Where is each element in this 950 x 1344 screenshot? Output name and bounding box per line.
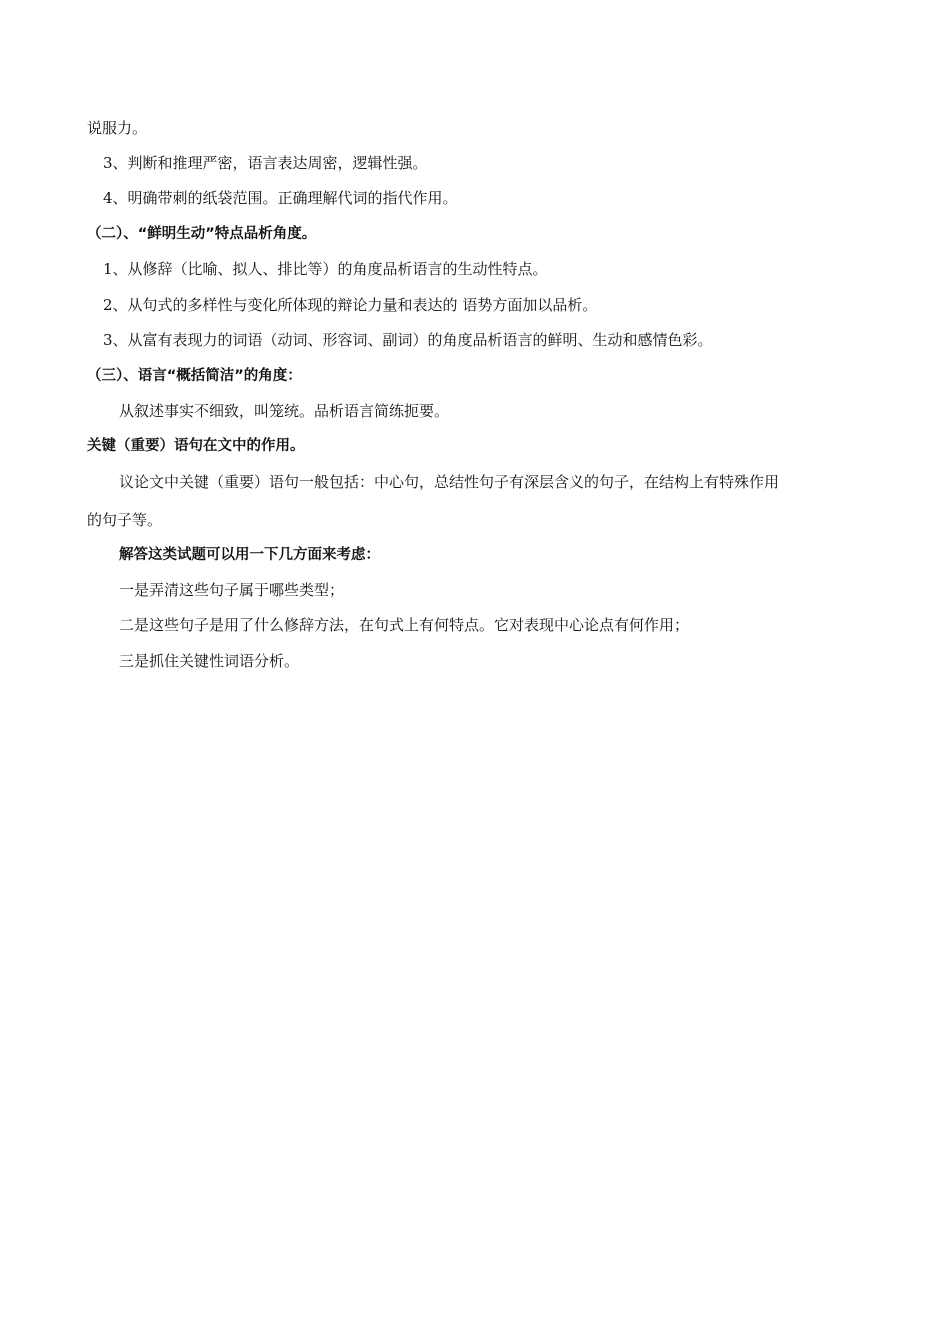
list-item-1: 1、从修辞（比喻、拟人、排比等）的角度品析语言的生动性特点。 <box>103 260 548 278</box>
point-1: 一是弄清这些句子属于哪些类型； <box>119 581 345 599</box>
subheading: 解答这类试题可以用一下几方面来考虑： <box>119 547 380 563</box>
point-2: 二是这些句子是用了什么修辞方法，在句式上有何特点。它对表现中心论点有何作用； <box>119 616 690 634</box>
list-item-4: 4、明确带刺的纸袋范围。正确理解代词的指代作用。 <box>103 189 458 207</box>
paragraph-continuation: 说服力。 <box>87 119 148 137</box>
list-item-3: 3、判断和推理严密，语言表达周密，逻辑性强。 <box>103 154 428 172</box>
point-3: 三是抓住关键性词语分析。 <box>119 652 300 670</box>
section-heading-3: （三）、语言“概括简洁”的角度： <box>87 368 302 384</box>
main-heading: 关键（重要）语句在文中的作用。 <box>87 438 305 454</box>
paragraph-line-2: 的句子等。 <box>87 511 163 529</box>
paragraph: 从叙述事实不细致，叫笼统。品析语言简练扼要。 <box>119 402 450 420</box>
paragraph-line-1: 议论文中关键（重要）语句一般包括：中心句，总结性句子有深层含义的句子，在结构上有特殊作用 <box>119 473 780 491</box>
list-item-2: 2、从句式的多样性与变化所体现的辩论力量和表达的 语势方面加以品析。 <box>103 296 598 314</box>
section-heading-2: （二）、“鲜明生动”特点品析角度。 <box>87 226 317 242</box>
list-item-3b: 3、从富有表现力的词语（动词、形容词、副词）的角度品析语言的鲜明、生动和感情色彩。 <box>103 331 713 349</box>
